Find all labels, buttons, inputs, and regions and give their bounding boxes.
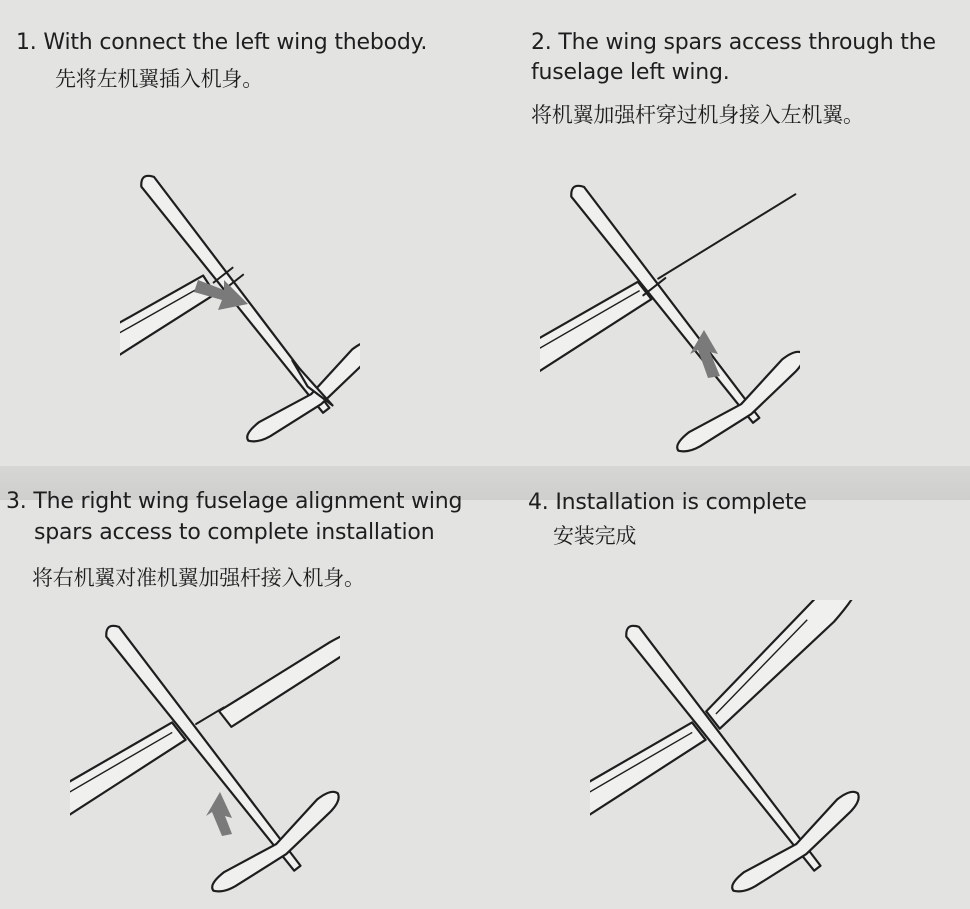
right-wing <box>219 613 340 738</box>
step-1-glider-illustration <box>120 140 360 460</box>
step-2-title-line-2: fuselage left wing. <box>531 60 730 85</box>
step-3-title-line-1: 3. The right wing fuselage alignment wing <box>6 489 463 514</box>
left-wing <box>590 704 706 864</box>
tail-plane <box>243 337 360 453</box>
step-3-chinese: 将右机翼对准机翼加强杆接入机身。 <box>32 566 365 590</box>
align-arrow-icon <box>206 792 232 836</box>
step-4-chinese: 安装完成 <box>553 524 637 548</box>
step-1-title: 1. With connect the left wing thebody. <box>16 30 428 55</box>
left-wing <box>120 258 217 413</box>
left-wing <box>70 704 186 864</box>
wing-spar <box>658 180 795 293</box>
left-wing <box>540 264 651 421</box>
step-2-chinese: 将机翼加强杆穿过机身接入左机翼。 <box>531 103 864 127</box>
right-wing <box>692 600 860 729</box>
step-3-glider-illustration <box>70 600 340 900</box>
step-1-chinese: 先将左机翼插入机身。 <box>55 67 263 91</box>
step-4-glider-illustration <box>590 600 860 900</box>
step-3-title-line-2: spars access to complete installation <box>34 520 435 545</box>
step-2-glider-illustration <box>540 150 800 470</box>
step-4-title: 4. Installation is complete <box>528 490 807 515</box>
step-2-title-line-1: 2. The wing spars access through the <box>531 30 936 55</box>
